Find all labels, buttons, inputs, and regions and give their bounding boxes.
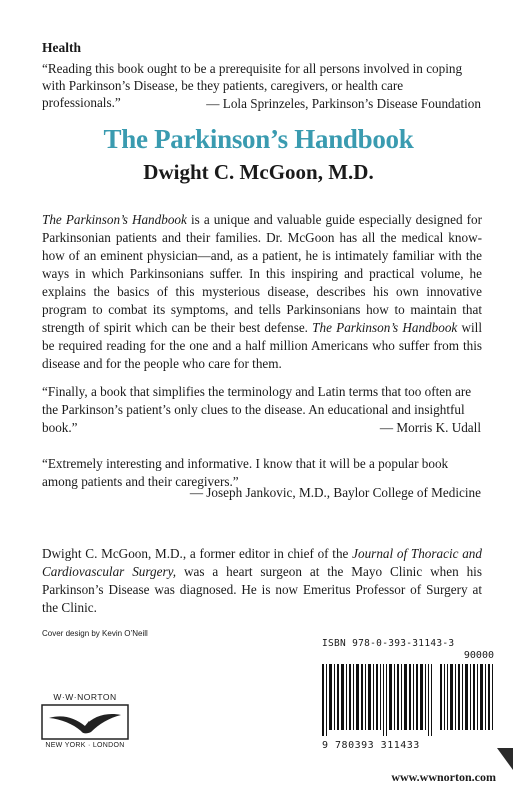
barcode-number: 9 780393 311433 bbox=[322, 740, 420, 751]
seagull-icon bbox=[41, 704, 129, 740]
publisher-cities: NEW YORK · LONDON bbox=[45, 742, 125, 749]
endorsement-attribution-1: — Lola Sprinzeles, Parkinson’s Disease Foundation bbox=[206, 96, 481, 111]
author-bio bbox=[42, 545, 482, 617]
bio-journal: Journal of Thoracic and Cardiovascular Surgery, bbox=[42, 546, 482, 579]
category-label: Health bbox=[42, 40, 81, 55]
book-description bbox=[42, 211, 482, 373]
description-book-title-2: The Parkinson’s Handbook bbox=[312, 320, 458, 335]
isbn-barcode bbox=[322, 638, 496, 772]
endorsement-quote-3: “Extremely interesting and informative. I know that it will be a popular book among patients and their caregivers.” bbox=[42, 456, 449, 489]
cover-credit: Cover design by Kevin O’Neill bbox=[42, 629, 148, 638]
publisher-website: www.wwnorton.com bbox=[391, 770, 496, 784]
isbn-number: ISBN 978-0-393-31143-3 bbox=[322, 638, 455, 649]
endorsement-quote-2: “Finally, a book that simplifies the terminology and Latin terms that too often are the Parkinson’s patient’s only clues to the disease. An educational and insightful book.” bbox=[42, 384, 472, 435]
publisher-logo bbox=[40, 692, 130, 749]
price-code: 90000 bbox=[463, 650, 494, 661]
bio-text-1: Dwight C. McGoon, M.D., a former editor in chief of the bbox=[42, 546, 353, 561]
book-author: Dwight C. McGoon, M.D. bbox=[143, 160, 374, 184]
publisher-name: W·W·NORTON bbox=[53, 692, 117, 702]
corner-wedge bbox=[497, 748, 513, 770]
endorsement-attribution-3: — Joseph Jankovic, M.D., Baylor College of Medicine bbox=[189, 485, 481, 500]
endorsement-attribution-2: — Morris K. Udall bbox=[379, 420, 481, 435]
book-title: The Parkinson’s Handbook bbox=[103, 124, 414, 154]
bio-text-2: was a heart surgeon at the Mayo Clinic when his Parkinson’s Disease was diagnosed. He is now Emeritus Professor of Surgery at the Clinic. bbox=[42, 564, 482, 615]
description-text-1: is a unique and valuable guide especially designed for Parkinsonian patients and their families. Dr. McGoon has all the medical know-how of an eminent physician—and, as a patient, he is intimately familiar with the ways in which Parkinsonians suffer. In this inspiring and practical volume, he explains the basics of this mysterious disease, describes his own innovative program to combat its symptoms, and tells Parkinsonians how to maintain that strength of spirit which can be their best defense. bbox=[42, 212, 482, 335]
endorsement-quote-1: “Reading this book ought to be a prerequisite for all persons involved in coping with Parkinson’s Disease, be they patients, caregivers, or health care professionals.” bbox=[42, 61, 463, 110]
barcode-icon bbox=[322, 664, 496, 738]
description-book-title: The Parkinson’s Handbook bbox=[42, 212, 187, 227]
description-text-2: will be required reading for the one and a half million Americans who suffer from this disease and for the people who care for them. bbox=[42, 320, 482, 371]
